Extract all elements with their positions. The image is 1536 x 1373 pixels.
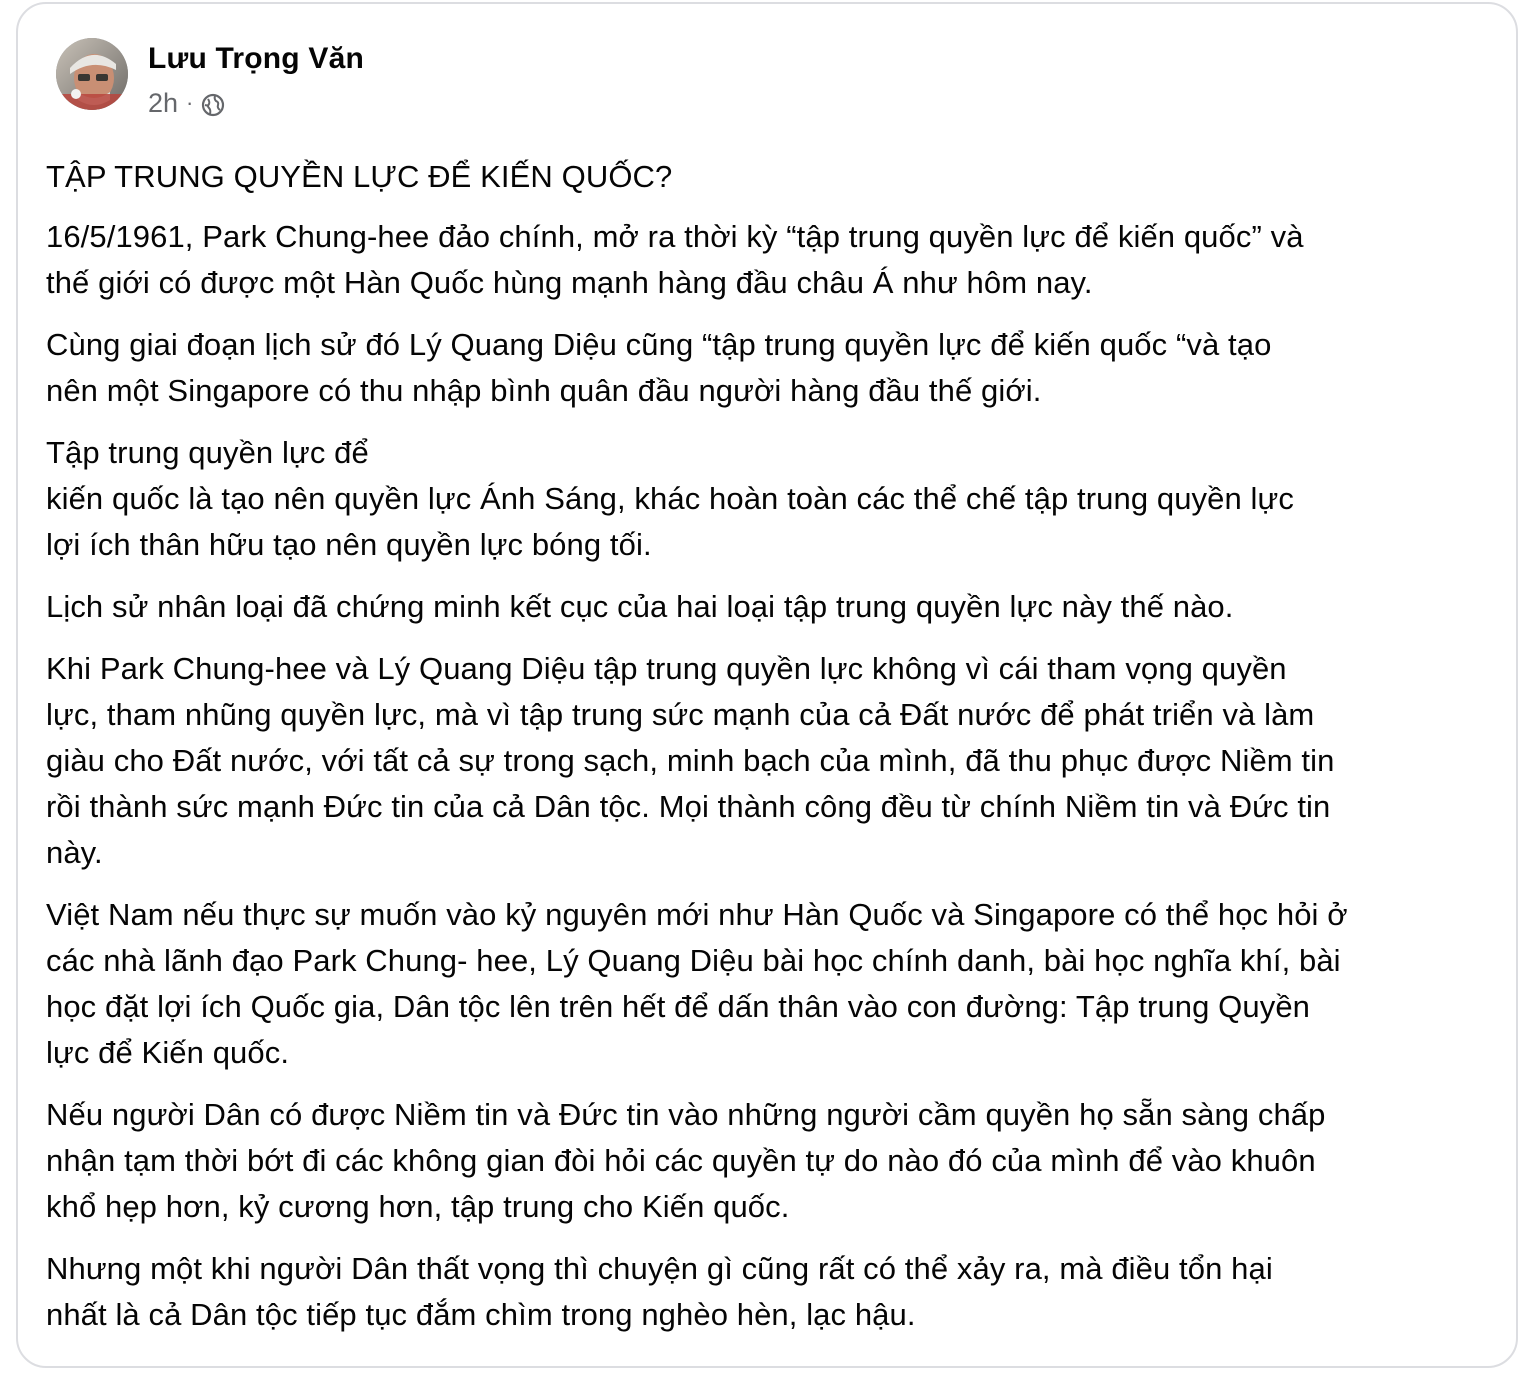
post-paragraph: Nếu người Dân có được Niềm tin và Đức tin vào những người cầm quyền họ sẵn sàng chấp nhận tạm thời bớt đi các không gian đòi hỏi các quyền tự do nào đó của mình để vào khuôn khổ hẹp hơn, kỷ cương hơn, tập trung cho Kiến quốc. — [46, 1097, 1326, 1224]
post-paragraph: 16/5/1961, Park Chung-hee đảo chính, mở ra thời kỳ “tập trung quyền lực để kiến quốc” và thế giới có được một Hàn Quốc hùng mạnh hàng đầu châu Á như hôm nay. — [46, 219, 1304, 300]
author-name[interactable]: Lưu Trọng Văn — [148, 42, 364, 75]
post-paragraph: Cùng giai đoạn lịch sử đó Lý Quang Diệu cũng “tập trung quyền lực để kiến quốc “và tạo nên một Singapore có thu nhập bình quân đầu người hàng đầu thế giới. — [46, 327, 1272, 408]
post-title: TẬP TRUNG QUYỀN LỰC ĐỂ KIẾN QUỐC? — [46, 159, 673, 194]
post-paragraph: Tập trung quyền lực để kiến quốc là tạo nên quyền lực Ánh Sáng, khác hoàn toàn các thể chế tập trung quyền lực lợi ích thân hữu tạo nên quyền lực bóng tối. — [46, 435, 1294, 562]
post-paragraph: Khi Park Chung-hee và Lý Quang Diệu tập trung quyền lực không vì cái tham vọng quyền lực, tham nhũng quyền lực, mà vì tập trung sức mạnh của cả Đất nước để phát triển và làm giàu cho Đất nước, với tất cả sự trong sạch, minh bạch của mình, đã thu phục được Niềm tin rồi thành sức mạnh Đức tin của cả Dân tộc. Mọi thành công đều từ chính Niềm tin và Đức tin này. — [46, 651, 1335, 870]
post-paragraph: Lịch sử nhân loại đã chứng minh kết cục của hai loại tập trung quyền lực này thế nào. — [46, 589, 1234, 624]
post-paragraph: Việt Nam nếu thực sự muốn vào kỷ nguyên mới như Hàn Quốc và Singapore có thể học hỏi ở các nhà lãnh đạo Park Chung- hee, Lý Quang Diệu bài học chính danh, bài học nghĩa khí, bài học đặt lợi ích Quốc gia, Dân tộc lên trên hết để dấn thân vào con đường: Tập trung Quyền lực để Kiến quốc. — [46, 897, 1348, 1070]
post-header — [56, 38, 364, 118]
globe-icon[interactable] — [201, 91, 225, 115]
post-paragraph: Nhưng một khi người Dân thất vọng thì chuyện gì cũng rất có thể xảy ra, mà điều tổn hại nhất là cả Dân tộc tiếp tục đắm chìm trong nghèo hèn, lạc hậu. — [46, 1251, 1273, 1332]
author-avatar[interactable] — [56, 38, 128, 110]
meta-separator: · — [186, 90, 194, 115]
post-meta — [148, 86, 364, 120]
post-body — [46, 154, 1506, 1354]
header-text — [148, 38, 364, 120]
post-timestamp[interactable]: 2h — [148, 88, 179, 118]
avatar-photo — [56, 38, 128, 110]
post-card — [16, 2, 1518, 1368]
